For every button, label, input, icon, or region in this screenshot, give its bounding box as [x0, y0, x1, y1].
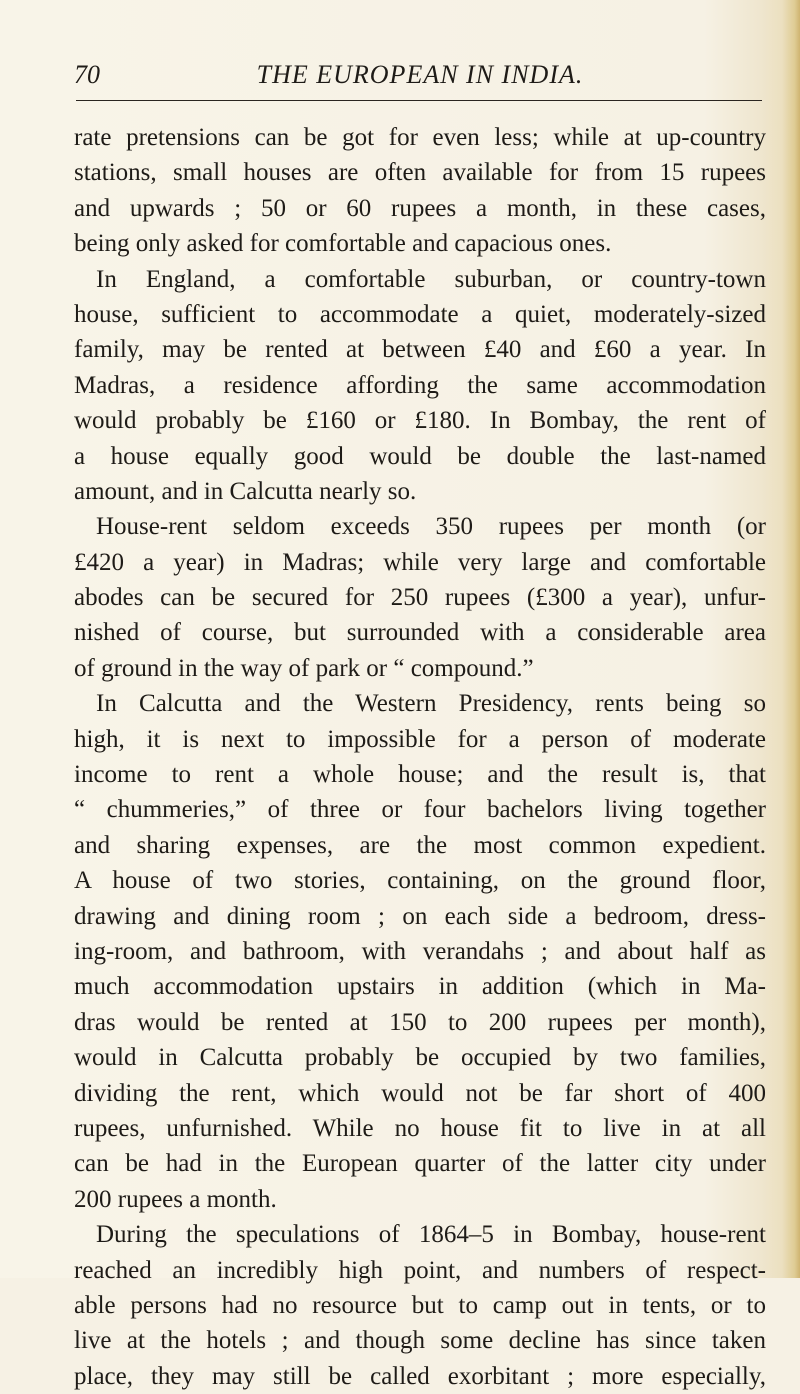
text-line: rate pretensions can be got for even less; while at up-country — [74, 124, 766, 151]
text-line: income to rent a whole house; and the result is, that — [74, 761, 766, 789]
text-line: stations, small houses are often available for from 15 rupees — [74, 159, 766, 187]
paragraph-start-line: House-rent seldom exceeds 350 rupees per month (or — [96, 513, 766, 541]
text-line: being only asked for comfortable and capacious ones. — [74, 230, 612, 258]
text-line: and upwards ; 50 or 60 rupees a month, in these cases, — [74, 194, 766, 222]
text-line: nished of course, but surrounded with a considerable area — [74, 619, 766, 647]
header-rule — [76, 100, 762, 101]
text-line: rupees, unfurnished. While no house fit to live in at all — [74, 1114, 766, 1142]
text-line: would probably be £160 or £180. In Bombay, the rent of — [74, 407, 766, 435]
text-line: Madras, a residence affording the same accommodation — [74, 371, 766, 399]
text-line: able persons had no resource but to camp out in tents, or to — [74, 1291, 766, 1319]
text-line: place, they may still be called exorbitant ; more especially, — [74, 1362, 766, 1390]
text-line: “ chummeries,” of three or four bachelors living together — [74, 796, 766, 824]
text-line: £420 a year) in Madras; while very large and comfortable — [74, 548, 766, 576]
text-line: reached an incredibly high point, and numbers of respect- — [74, 1256, 766, 1284]
text-line: high, it is next to impossible for a person of moderate — [74, 725, 766, 753]
text-line: abodes can be secured for 250 rupees (£300 a year), unfur- — [74, 584, 766, 612]
page-number: 70 — [74, 60, 100, 89]
text-line: dividing the rent, which would not be far short of 400 — [74, 1079, 766, 1107]
text-line: would in Calcutta probably be occupied by two families, — [74, 1044, 766, 1072]
paragraph-start-line: In Calcutta and the Western Presidency, rents being so — [96, 690, 766, 718]
page-edge-shadow — [782, 0, 800, 1278]
text-line: dras would be rented at 150 to 200 rupees per month), — [74, 1008, 766, 1036]
text-line: can be had in the European quarter of the latter city under — [74, 1150, 766, 1178]
paragraph-start-line: In England, a comfortable suburban, or country-town — [96, 265, 766, 293]
text-line: house, sufficient to accommodate a quiet, moderately-sized — [74, 300, 766, 328]
text-line: drawing and dining room ; on each side a bedroom, dress- — [74, 902, 766, 930]
text-line: much accommodation upstairs in addition (which in Ma- — [74, 973, 766, 1001]
text-line: ing-room, and bathroom, with verandahs ; and about half as — [74, 937, 766, 965]
body-text — [74, 120, 766, 1394]
text-line: of ground in the way of park or “ compound.” — [74, 654, 534, 682]
text-line: 200 rupees a month. — [74, 1185, 277, 1213]
running-title: THE EUROPEAN IN INDIA. — [256, 60, 584, 89]
running-head — [74, 58, 766, 98]
text-line: and sharing expenses, are the most common expedient. — [74, 831, 766, 859]
paragraph-start-line: During the speculations of 1864–5 in Bombay, house-rent — [96, 1221, 766, 1249]
text-line: live at the hotels ; and though some decline has since taken — [74, 1327, 766, 1355]
text-line: family, may be rented at between £40 and £60 a year. In — [74, 336, 766, 364]
text-line: amount, and in Calcutta nearly so. — [74, 477, 417, 505]
text-line: A house of two stories, containing, on the ground floor, — [74, 867, 766, 895]
text-line: a house equally good would be double the last-named — [74, 442, 766, 470]
